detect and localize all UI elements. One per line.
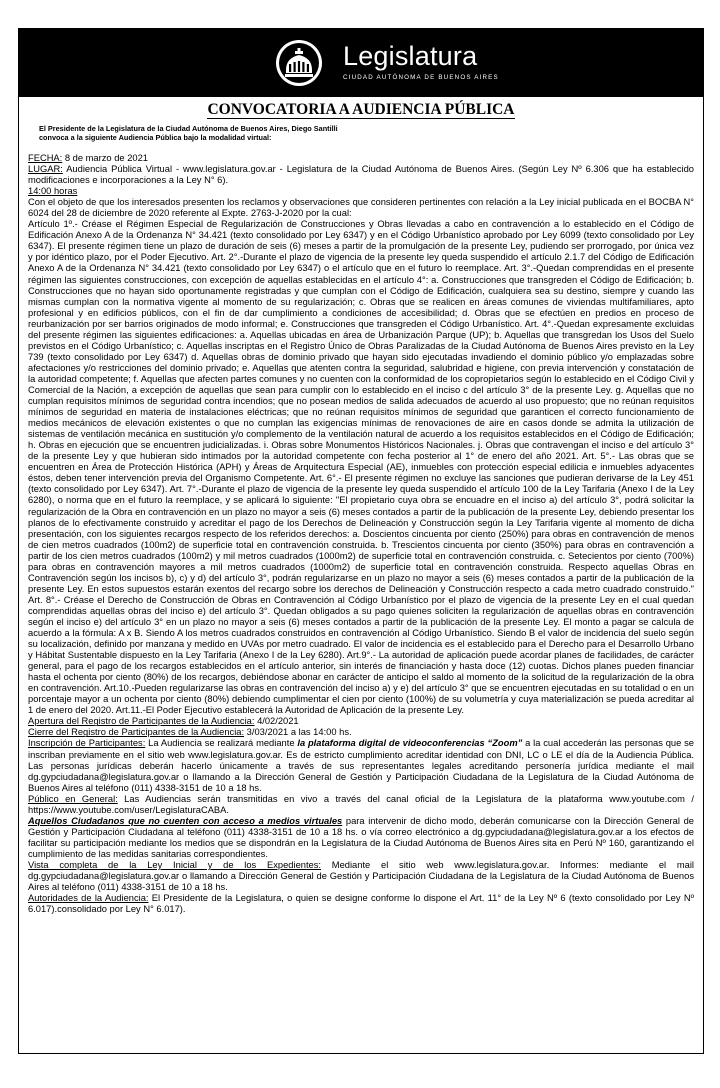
inscripcion-platform: la plataforma digital de videoconferencias “Zoom” [297,738,523,749]
vista-label: Vista completa de la Ley Inicial y de los Expedientes: [28,860,322,870]
fecha-label: FECHA: [28,153,63,163]
publico-label: Público en General: [28,793,118,804]
notice-frame [18,28,704,1054]
lugar-row [28,164,694,186]
apertura-label: Apertura del Registro de Participantes de la Audiencia: [28,716,255,727]
intro-line-1: El Presidente de la Legislatura de la Ciudad Autónoma de Buenos Aires, Diego Santilli [39,124,338,133]
publico-value: Las Audiencias serán transmitidas en vivo a través del canal oficial de la Legislatura de la plataforma www.youtube.com / https://www.youtube.com/user/LegislaturaCABA. [28,793,694,815]
apertura-row [28,716,694,727]
fecha-value: 8 de marzo de 2021 [62,153,148,163]
inscripcion-pre: La Audiencia se realizará mediante [145,738,298,749]
intro-line-2: convoca a la siguiente Audiencia Pública bajo la modalidad virtual: [39,133,272,143]
autoridades-value: El Presidente de la Legislatura, o quien se designe conforme lo dispone el Art. 11° de la Ley Nº 6 (texto consolidado por Ley Nº 6.017).consolidado por Ley N° 6.017). [28,893,694,915]
cierre-value: 3/03/2021 a las 14:00 hs. [244,727,352,738]
publico-paragraph [28,794,694,816]
fecha-row [28,153,694,164]
articulado-paragraph: Artículo 1º.- Créase el Régimen Especial de Regularización de Construcciones y Obras llevadas a cabo en contravención a lo establecido en el Código de Edificación Anexo A de la Ordenanza N° 34.421 (texto consolidado por Ley 6347) y en el Código Urbanístico aprobado por Ley 6099 (texto consolidado por Ley 6347). El presente régimen tiene un plazo de duración de seis (6) meses a partir de la promulgación de la presente Ley, pudiendo ser prorrogado, por única vez y por idéntico plazo, por el Poder Ejecutivo. Art. 2°.-Durante el plazo de vigencia de la presente ley queda suspendido el artículo 2.1.7 del Código de Edificación Anexo A de la Ordenanza N° 34.421 (texto consolidado por Ley 6347) o el artículo que en el futuro lo reemplace. Art. 3°.-Quedan comprendidas en el presente régimen las siguientes construcciones, con excepción de aquellas establecidas en el artículo 4°: a. Construcciones que transgreden el Código de Edificación; b. Construcciones que no hayan sido oportunamente registradas y que cumplan con el Código de Edificación, cualquiera sea su destino, siempre y cuando las mismas cumplan con la normativa vigente al momento de su regularización; c. Obras que se realicen en áreas comunes de viviendas multifamiliares, apto profesional y en edificios públicos, con el fin de dar cumplimiento a condiciones de accesibilidad; d. Obras que se efectúen en predios en proceso de reurbanización por ser barrios originados de modo informal; e. Construcciones que transgreden el Código Urbanístico. Art. 4°.-Quedan expresamente excluidas del presente régimen las siguientes edificaciones: a. Aquellas ubicadas en área de Urbanización Parque (UP); b. Aquellas que transgredan los Usos del Suelo previstos en el Código Urbanístico; c. Aquellas inscriptas en el Registro Único de Obras Paralizadas de la Ciudad Autónoma de Buenos Aires previsto en la Ley 739 (texto consolidado por Ley 6347) d. Aquellas obras de dominio privado que hayan sido ejecutadas invadiendo el dominio público y/o emplazadas sobre afectaciones y/o restricciones del dominio privado; e. Aquellas que atenten contra la seguridad, salubridad e higiene, con previa intervención y constatación de la autoridad competente; f. Aquellas que afecten partes comunes y no cuenten con la conformidad de los copropietarios según lo establecido en el Código Civil y Comercial de la Nación, a excepción de aquellas que sean para cumplir con lo establecido en el inciso c del artículo 3° de la presente Ley. g. Aquellas que no cumplan requisitos mínimos de seguridad contra incendios; que no posean medios de salida adecuados de acuerdo al uso propuesto; que no reúnan requisitos mínimos de seguridad en materia de instalaciones eléctricas; que no reúnan requisitos mínimos de seguridad que garanticen el correcto funcionamiento de medios mecánicos de elevación existentes o que no cumplan las exigencias mínimas de renovaciones de aire en casos donde se admita la utilización de sistemas de ventilación mecánica en sustitución y/o complemento de la ventilación natural de acuerdo a los requisitos establecidos en el Código de Edificación; h. Obras en ejecución que se encuentren judicializadas. i. Obras sobre Monumentos Históricos Nacionales. j. Obras que contravengan el inciso e del artículo 3° de la presente Ley y que hubieran sido intimados por la autoridad competente con fecha posterior al 1° de enero del año 2021. Art. 5°.- Las obras que se encuentren en Área de Protección Histórica (APH) y Áreas de Arquitectura Especial (AE), inmuebles con protección especial edilicia e inmuebles adyacentes éstos, deben tener intervención previa del Organismo Competente. Art. 6°.- El presente régimen no excluye las sanciones que pudieran derivarse de la Ley 451 (texto consolidado por Ley 6347). Art. 7°.-Durante el plazo de vigencia de la presente ley queda suspendido el artículo 100 de la Ley Tarifaria (Anexo I de la Ley 6280), o norma que en el futuro la reemplace, y se aplicará lo siguiente: "El propietario cuya obra se encuadre en el inciso a) del artículo 3°, podrá solicitar la regularización de la Obra en contravención en un plazo no mayor a seis (6) meses contados a partir de la publicación de la presente Ley, debiendo presentar los planos de lo efectivamente construido y acreditar el pago de los Derechos de Delineación y Construcción según la Ley Tarifaria vigente al momento de dicha presentación, con los siguientes recargos respecto de los referidos derechos: a. Doscientos cincuenta por ciento (250%) para obras en contravención de menos de cien metros cuadrados (100m2) de superficie total en contravención construida. b. Trescientos cincuenta por ciento (350%) para obras en contravención a partir de los cien metros cuadrados (100m2) y mil metros cuadrados (1000m2) de superficie total en contravención construida. c. Setecientos por ciento (700%) para obras en contravención mayores a mil metros cuadrados (1000m2) de superficie total en contravención construida. Respecto aquellas Obras en Contravención según los incisos b), c) y d) del artículo 3°, podrán regularizarse en un plazo no mayor a seis (6) meses contados a partir de la publicación de la presente Ley. En estos supuestos estarán exentos del recargo sobre los derechos de Delineación y Construcción respecto a cada metro cuadrado construido." Art. 8°.- Créase el Derecho de Construcción de Obras en Contravención al Código Urbanístico por el plazo de vigencia de la presente Ley en el cual quedan comprendidas aquellas obras del inciso e) del artículo 3°. Quedan obligados a su pago quienes soliciten la regularización de aquellas obras en contravención según el inciso e) del artículo 3° en un plazo no mayor a seis (6) meses contados a partir de la publicación de la presente Ley. El monto a pagar se calcula de acuerdo a la fórmula: A x B. Siendo A los metros cuadrados construidos en contravención al Código Urbanístico. Siendo B el valor de incidencia del suelo según su localización, definido por manzana y medido en UVAs por metro cuadrado. El valor de incidencia es el establecido para el Derecho para el Desarrollo Urbano y Hábitat Sustentable dispuesto en la Ley Tarifaria (Anexo I de la Ley 6280). Art.9°.- La autoridad de aplicación puede acordar planes de facilidades, de carácter general, para el pago de los recargos establecidos en el artículo anterior, sin interés de financiación y hasta doce (12) cuotas. Dichos planes pueden financiar hasta el ochenta por ciento (80%) de los recargos, debiéndose abonar en carácter de anticipo el saldo al momento de la solicitud de la regularización de la obra en contravención. Art.10.-Pueden regularizarse las obras en contravención del inciso a) y e) del artículo 3° que se encuentren ejecutadas en su totalidad o en un porcentaje mayor a un ochenta por ciento (80%) debiendo cumplimentar el cien por ciento (100%) de su volumetría y cuya materialización se pueda acreditar al 1 de enero del 2020. Art.11.-El Poder Ejecutivo establecerá la Autoridad de Aplicación de la presente Ley. [28,219,694,716]
apertura-value: 4/02/2021 [254,716,299,727]
document-title: CONVOCATORIA A AUDIENCIA PÚBLICA [207,101,515,118]
cierre-row [28,727,694,738]
inscripcion-label: Inscripción de Participantes: [28,738,146,749]
vista-paragraph [28,860,694,893]
autoridades-label: Autoridades de la Audiencia: [28,893,149,904]
document-body [28,153,694,915]
brand-subtitle: CIUDAD AUTÓNOMA DE BUENOS AIRES [343,74,499,81]
sin-acceso-label: Aquellos Ciudadanos que no cuenten con acceso a medios virtuales [28,815,343,826]
inscripcion-paragraph [28,738,694,793]
legislature-dome-icon [275,39,323,87]
autoridades-paragraph [28,893,694,915]
sin-acceso-paragraph [28,816,694,860]
vista-value: Mediante el sitio web www.legislatura.gov.ar. Informes: mediante el mail dg.gypciudadana@legislatura.gov.ar o llamando a Dirección General de Gestión y Participación Ciudadana de la Legislatura de la Ciudad Autónoma de Buenos Aires al teléfono (011) 4338-3151 de 10 a 18 hs. [28,860,694,893]
brand-name: Legislatura [343,41,478,71]
hora-value: 14:00 horas [28,186,78,197]
lugar-label: LUGAR: [28,164,63,175]
cierre-label: Cierre del Registro de Participantes de la Audiencia: [28,727,245,738]
sin-acceso-value: para intervenir de dicho modo, deberán comunicarse con la Dirección General de Gestión y Participación Ciudadana al teléfono (011) 4338-3151 de 10 a 18 hs. o vía correo electrónico a dg.gypciudadana@legislatura.gov.ar a los efectos de facilitar su participación mediante los medios que se dispondrán en la Legislatura de la Ciudad Autónoma de Buenos Aires sita en Perú Nº 160, garantizando el cumplimiento de las medidas sanitarias correspondientes. [28,815,694,859]
inscripcion-post: a la cual accederán las personas que se inscriban previamente en el sitio web www.legislatura.gov.ar. Es de estricto cumplimiento acreditar identidad con DNI, LC o LE el día de la Audiencia Pública. Las personas jurídicas deberán hacerlo únicamente a través de sus representantes legales acreditando personería jurídica mediante el mail dg.gypciudadana@legislatura.gov.ar o llamando a la Dirección General de Gestión y Participación Ciudadana de la Legislatura de la Ciudad Autónoma de Buenos Aires al teléfono (011) 4338-3151 de 10 a 18 hs. [28,738,695,793]
hora-row [28,186,694,197]
intro-text [39,124,459,142]
header-banner [19,29,703,97]
objeto-paragraph: Con el objeto de que los interesados presenten los reclamos y observaciones que consideren pertinentes con relación a la Ley inicial publicada en el BOCBA N° 6024 del 28 de diciembre de 2020 referente al Expte. 2763-J-2020 por la cual: [28,197,694,219]
lugar-value: Audiencia Pública Virtual - www.legislatura.gov.ar - Legislatura de la Ciudad Autónoma de Buenos Aires. (Según Ley Nº 6.306 que ha establecido modificaciones e incorporaciones a la Ley N° 6). [28,164,694,186]
